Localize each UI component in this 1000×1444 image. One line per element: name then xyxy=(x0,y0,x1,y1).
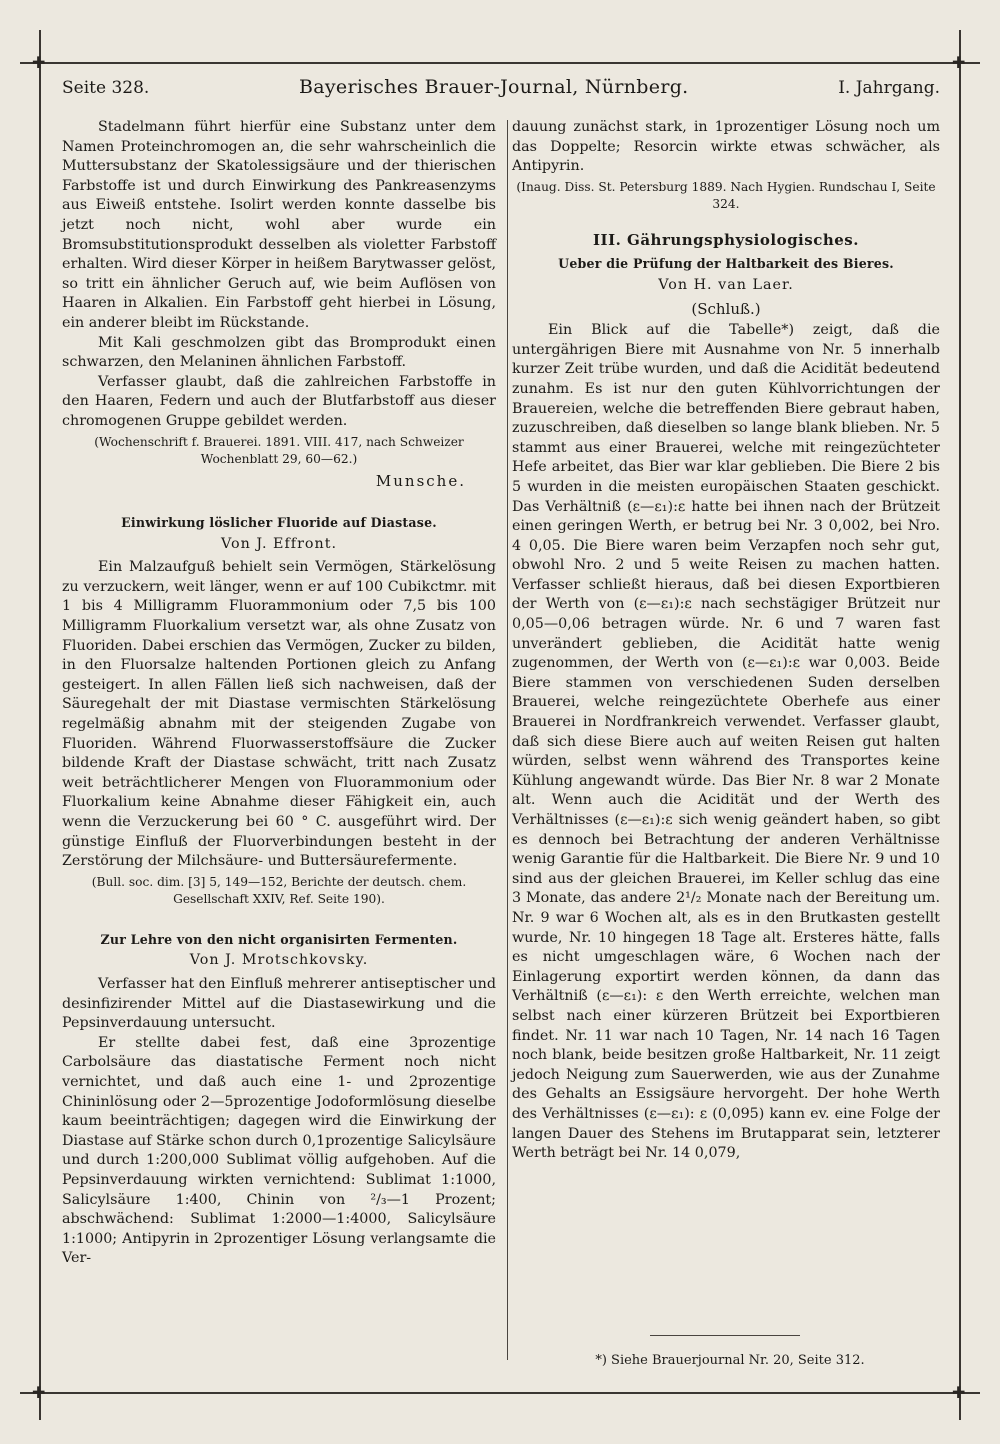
article-heading: Ueber die Prüfung der Haltbarkeit des Bieres. xyxy=(558,256,894,272)
source-citation: (Bull. soc. dim. [3] 5, 149—152, Berichte der deutsch. chem. Gesellschaft XXIV, Ref. Seite 190). xyxy=(91,874,467,906)
article-heading: Zur Lehre von den nicht organisirten Fermenten. xyxy=(100,931,458,947)
byline: Von J. Effront. xyxy=(220,535,338,552)
paragraph: Er stellte dabei fest, daß eine 3prozentige Carbolsäure das diastatische Ferment noch nicht vernichtet, und daß auch eine 1- und 2prozentige Chininlösung oder 2—5prozentige Jodoformlösung dieselbe kaum beeinträchtigen; dagegen wird die Einwirkung der Diastase auf Stärke schon durch 0,1prozentige Salicylsäure und durch 1:200,000 Sublimat völlig aufgehoben. Auf die Pepsinverdauung wirkten vernichtend: Sublimat 1:1000, Salicylsäure 1:400, Chinin von ²/₃—1 Prozent; abschwächend: Sublimat 1:2000—1:4000, Salicylsäure 1:1000; Antipyrin in 2prozentiger Lösung verlangsamte die Ver- xyxy=(62,1034,496,1267)
column-separator xyxy=(507,120,508,1360)
byline: Von J. Mrotschkovsky. xyxy=(189,952,369,969)
author-signature: Munsche. xyxy=(375,471,466,490)
continuation-note: (Schluß.) xyxy=(691,299,761,318)
journal-title: Bayerisches Brauer-Journal, Nürnberg. xyxy=(298,76,689,98)
paragraph: Stadelmann führt hierfür eine Substanz unter dem Namen Proteinchromogen an, die sehr wahrscheinlich die Muttersubstanz der Skatolessigsäure und der thierischen Farbstoffe ist und durch Einwirkung des Pankreasenzyms aus Eiweiß entstehe. Isolirt werden konnte dasselbe bis jetzt noch nicht, wohl aber wurde ein Bromsubstitutionsprodukt desselben als violetter Farbstoff erhalten. Wird dieser Körper in heißem Barytwasser gelöst, so tritt ein ähnlicher Geruch auf, wie beim Auflösen von Haaren in Alkalien. Ein Farbstoff geht hierbei in Lösung, ein anderer bleibt im Rückstande. xyxy=(62,119,496,331)
page-number: Seite 328. xyxy=(62,78,150,98)
volume-label: I. Jahrgang. xyxy=(838,78,940,98)
corner-ornament-bottom-right: ✚ xyxy=(952,1383,966,1402)
paragraph: Verfasser glaubt, daß die zahlreichen Farbstoffe in den Haaren, Federn und auch der Blutfarbstoff aus dieser chromogenen Gruppe gebildet werden. xyxy=(62,373,496,429)
footnote: *) Siehe Brauerjournal Nr. 20, Seite 312. xyxy=(595,1353,865,1368)
page-header xyxy=(62,76,940,102)
byline: Von H. van Laer. xyxy=(658,276,794,293)
paragraph: Ein Blick auf die Tabelle*) zeigt, daß die untergährigen Biere mit Ausnahme von Nr. 5 innerhalb kurzer Zeit trübe wurden, und daß die Acidität bedeutend zunahm. Es ist nur den guten Kühlvorrichtungen der Brauereien, welche die betreffenden Biere gebraut haben, zuzuschreiben, daß dieselben so lange blank blieben. Nr. 5 stammt aus einer Brauerei, welche mit reingezüchteter Hefe arbeitet, das Bier war klar geblieben. Die Biere 2 bis 5 wurden in die meisten europäischen Staaten geschickt. Das Verhältniß (ε—ε₁):ε hatte bei ihnen nach der Brützeit einen geringen Werth, er betrug bei Nr. 3 0,002, bei Nro. 4 0,05. Die Biere waren beim Verzapfen noch sehr gut, obwohl Nro. 2 und 5 weite Reisen zu machen hatten. Verfasser schließt hieraus, daß bei diesen Exportbieren der Werth von (ε—ε₁):ε nach sechstägiger Brützeit nur 0,05—0,06 betragen würde. Nr. 6 und 7 waren fast unverändert geblieben, die Acidität hatte wenig zugenommen, der Werth von (ε—ε₁):ε war 0,003. Beide Biere stammen von verschiedenen Suden derselben Brauerei, welche reingezüchtete Oberhefe aus einer Brauerei in Nordfrankreich verwendet. Verfasser glaubt, daß sich diese Biere auch auf weiten Reisen gut halten würden, selbst wenn während des Transportes keine Kühlung angewandt würde. Das Bier Nr. 8 war 2 Monate alt. Wenn auch die Acidität und der Werth des Verhältnisses (ε—ε₁):ε sich wenig geändert haben, so gibt es dennoch bei Betrachtung der anderen Verhältnisse wenig Garantie für die Haltbarkeit. Die Biere Nr. 9 und 10 sind aus der gleichen Brauerei, im Keller schlug das eine 3 Monate, das andere 2¹/₂ Monate nach der Bereitung um. Nr. 9 war 6 Wochen alt, als es in den Brutkasten gestellt wurde, Nr. 10 hingegen 18 Tage alt. Ersteres hätte, falls es nicht umgeschlagen wäre, 6 Wochen nach der Einlagerung exportirt werden können, da dann das Verhältniß (ε—ε₁): ε den Werth erreichte, welchen man selbst nach einer kürzeren Brützeit bei Exportbieren findet. Nr. 11 war nach 10 Tagen, Nr. 14 nach 16 Tagen noch blank, beide besitzen große Haltbarkeit, Nr. 11 zeigt jedoch Neigung zum Sauerwerden, wie aus der Zunahme des Gehalts an Essigsäure hervorgeht. Der hohe Werth des Verhältnisses (ε—ε₁): ε (0,095) kann ev. eine Folge der langen Dauer des Stehens im Brutapparat sein, letzterer Werth beträgt bei Nr. 14 0,079, xyxy=(512,322,940,1162)
source-citation: (Wochenschrift f. Brauerei. 1891. VIII. 417, nach Schweizer Wochenblatt 29, 60—62.) xyxy=(94,434,464,466)
left-border-rule xyxy=(39,30,41,1420)
corner-ornament-bottom-left: ✚ xyxy=(32,1383,46,1402)
left-column xyxy=(62,118,496,1269)
paragraph: Verfasser hat den Einfluß mehrerer antiseptischer und desinfizirender Mittel auf die Diastasewirkung und die Pepsinverdauung untersucht. xyxy=(62,975,496,1032)
article-heading: Einwirkung löslicher Fluoride auf Diastase. xyxy=(121,515,437,531)
footnote-rule xyxy=(650,1335,800,1336)
paragraph: Ein Malzaufguß behielt sein Vermögen, Stärkelösung zu verzuckern, weit länger, wenn er auf 100 Cubikctmr. mit 1 bis 4 Milligramm Fluorammonium oder 7,5 bis 100 Milligramm Fluorkalium versetzt war, als ohne Zusatz von Fluoriden. Dabei erschien das Vermögen, Zucker zu bilden, in den Fluorsalze haltenden Portionen gleich zu Anfang gesteigert. In allen Fällen ließ sich nachweisen, daß der Säuregehalt der mit Diastase vermischten Stärkelösung regelmäßig abnahm mit der steigenden Zugabe von Fluoriden. Während Fluorwasserstoffsäure die Zucker bildende Kraft der Diastase schwächt, tritt nach Zusatz weit beträchtlicherer Mengen von Fluorammonium oder Fluorkalium keine Abnahme dieser Fähigkeit ein, auch wenn die Verzuckerung bei 60 ° C. ausgeführt wird. Der günstige Einfluß der Fluorverbindungen besteht in der Zerstörung der Milchsäure- und Buttersäurefermente. xyxy=(62,559,496,870)
top-border-rule xyxy=(20,62,980,64)
section-heading: III. Gährungsphysiologisches. xyxy=(593,230,859,249)
corner-ornament-top-left: ✚ xyxy=(32,53,46,72)
right-column xyxy=(512,118,940,1164)
bottom-border-rule xyxy=(20,1392,980,1394)
paragraph: dauung zunächst stark, in 1prozentiger Lösung noch um das Doppelte; Resorcin wirkte etwas schwächer, als Antipyrin. xyxy=(512,119,940,175)
corner-ornament-top-right: ✚ xyxy=(952,53,966,72)
right-border-rule xyxy=(959,30,961,1420)
source-citation: (Inaug. Diss. St. Petersburg 1889. Nach Hygien. Rundschau I, Seite 324. xyxy=(516,179,936,211)
paragraph: Mit Kali geschmolzen gibt das Bromprodukt einen schwarzen, den Melaninen ähnlichen Farbstoff. xyxy=(62,334,496,371)
